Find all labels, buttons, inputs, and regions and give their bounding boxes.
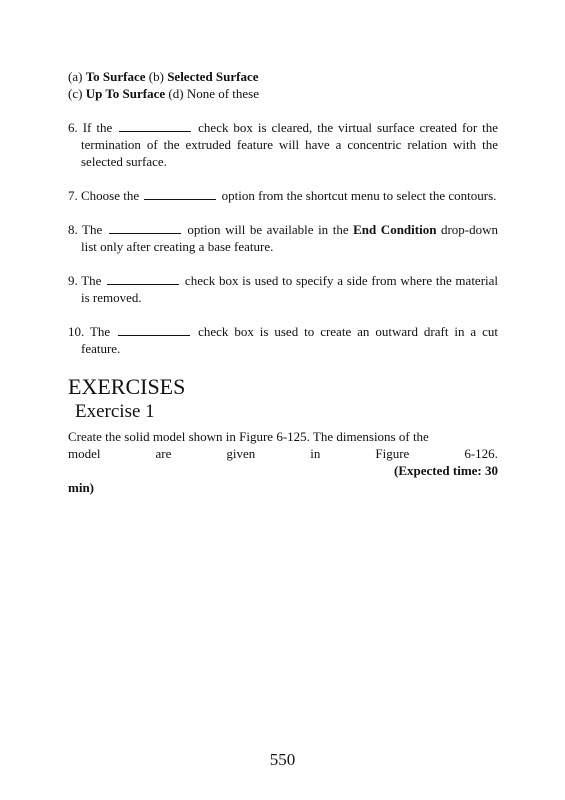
question-8-pre: 8. The <box>68 222 103 237</box>
word: are <box>155 446 172 461</box>
question-6-pre: 6. If the <box>68 120 113 135</box>
word: Figure <box>375 446 410 461</box>
exercise-body <box>68 428 498 496</box>
question-8-mid: option will be available in the <box>187 222 349 237</box>
question-7-post: option from the shortcut menu to select the contours. <box>221 188 497 203</box>
question-7-pre: 7. Choose the <box>68 188 140 203</box>
word: in <box>310 446 321 461</box>
question-8 <box>68 221 498 255</box>
options-line-1 <box>68 68 498 85</box>
question-10-post: check box is used to create an outward draft in a cut feature. <box>81 324 499 356</box>
fill-blank <box>109 222 181 234</box>
page-content <box>68 68 498 496</box>
option-c: Up To Surface <box>85 86 166 101</box>
exercises-heading: EXERCISES <box>68 374 186 399</box>
word: given <box>226 446 256 461</box>
expected-time-cont: min) <box>68 480 94 495</box>
question-10 <box>68 323 498 357</box>
question-9-post: check box is used to specify a side from where the material is removed. <box>81 273 499 305</box>
question-10-pre: 10. The <box>68 324 111 339</box>
option-c-prefix: (c) <box>68 86 86 101</box>
page-number: 550 <box>269 750 296 769</box>
question-6-post: check box is cleared, the virtual surface created for the termination of the extruded feature will have a concentric relation with the selected surface. <box>81 120 498 169</box>
question-9-pre: 9. The <box>68 273 102 288</box>
option-a: To Surface <box>85 69 146 84</box>
exercise-line-1: Create the solid model shown in Figure 6-125. The dimensions of the <box>68 429 429 444</box>
expected-time: (Expected time: 30 <box>394 463 498 478</box>
exercise-title: Exercise 1 <box>75 401 155 422</box>
fill-blank <box>144 188 216 200</box>
question-9 <box>68 272 498 306</box>
fill-blank <box>118 324 190 336</box>
question-7 <box>68 187 498 204</box>
exercise-line-2 <box>68 445 498 462</box>
option-a-prefix: (a) <box>68 69 86 84</box>
options-line-2 <box>68 85 498 102</box>
question-8-post: drop-down list only after creating a base feature. <box>81 222 499 254</box>
option-b: Selected Surface <box>167 69 259 84</box>
option-b-prefix: (b) <box>145 69 168 84</box>
question-6 <box>68 119 498 170</box>
word: 6-126. <box>464 446 498 461</box>
fill-blank <box>107 273 179 285</box>
fill-blank <box>119 120 191 132</box>
option-d: (d) None of these <box>165 86 260 101</box>
question-8-bold: End Condition <box>353 222 437 237</box>
word: model <box>68 446 101 461</box>
answer-options <box>68 68 498 102</box>
